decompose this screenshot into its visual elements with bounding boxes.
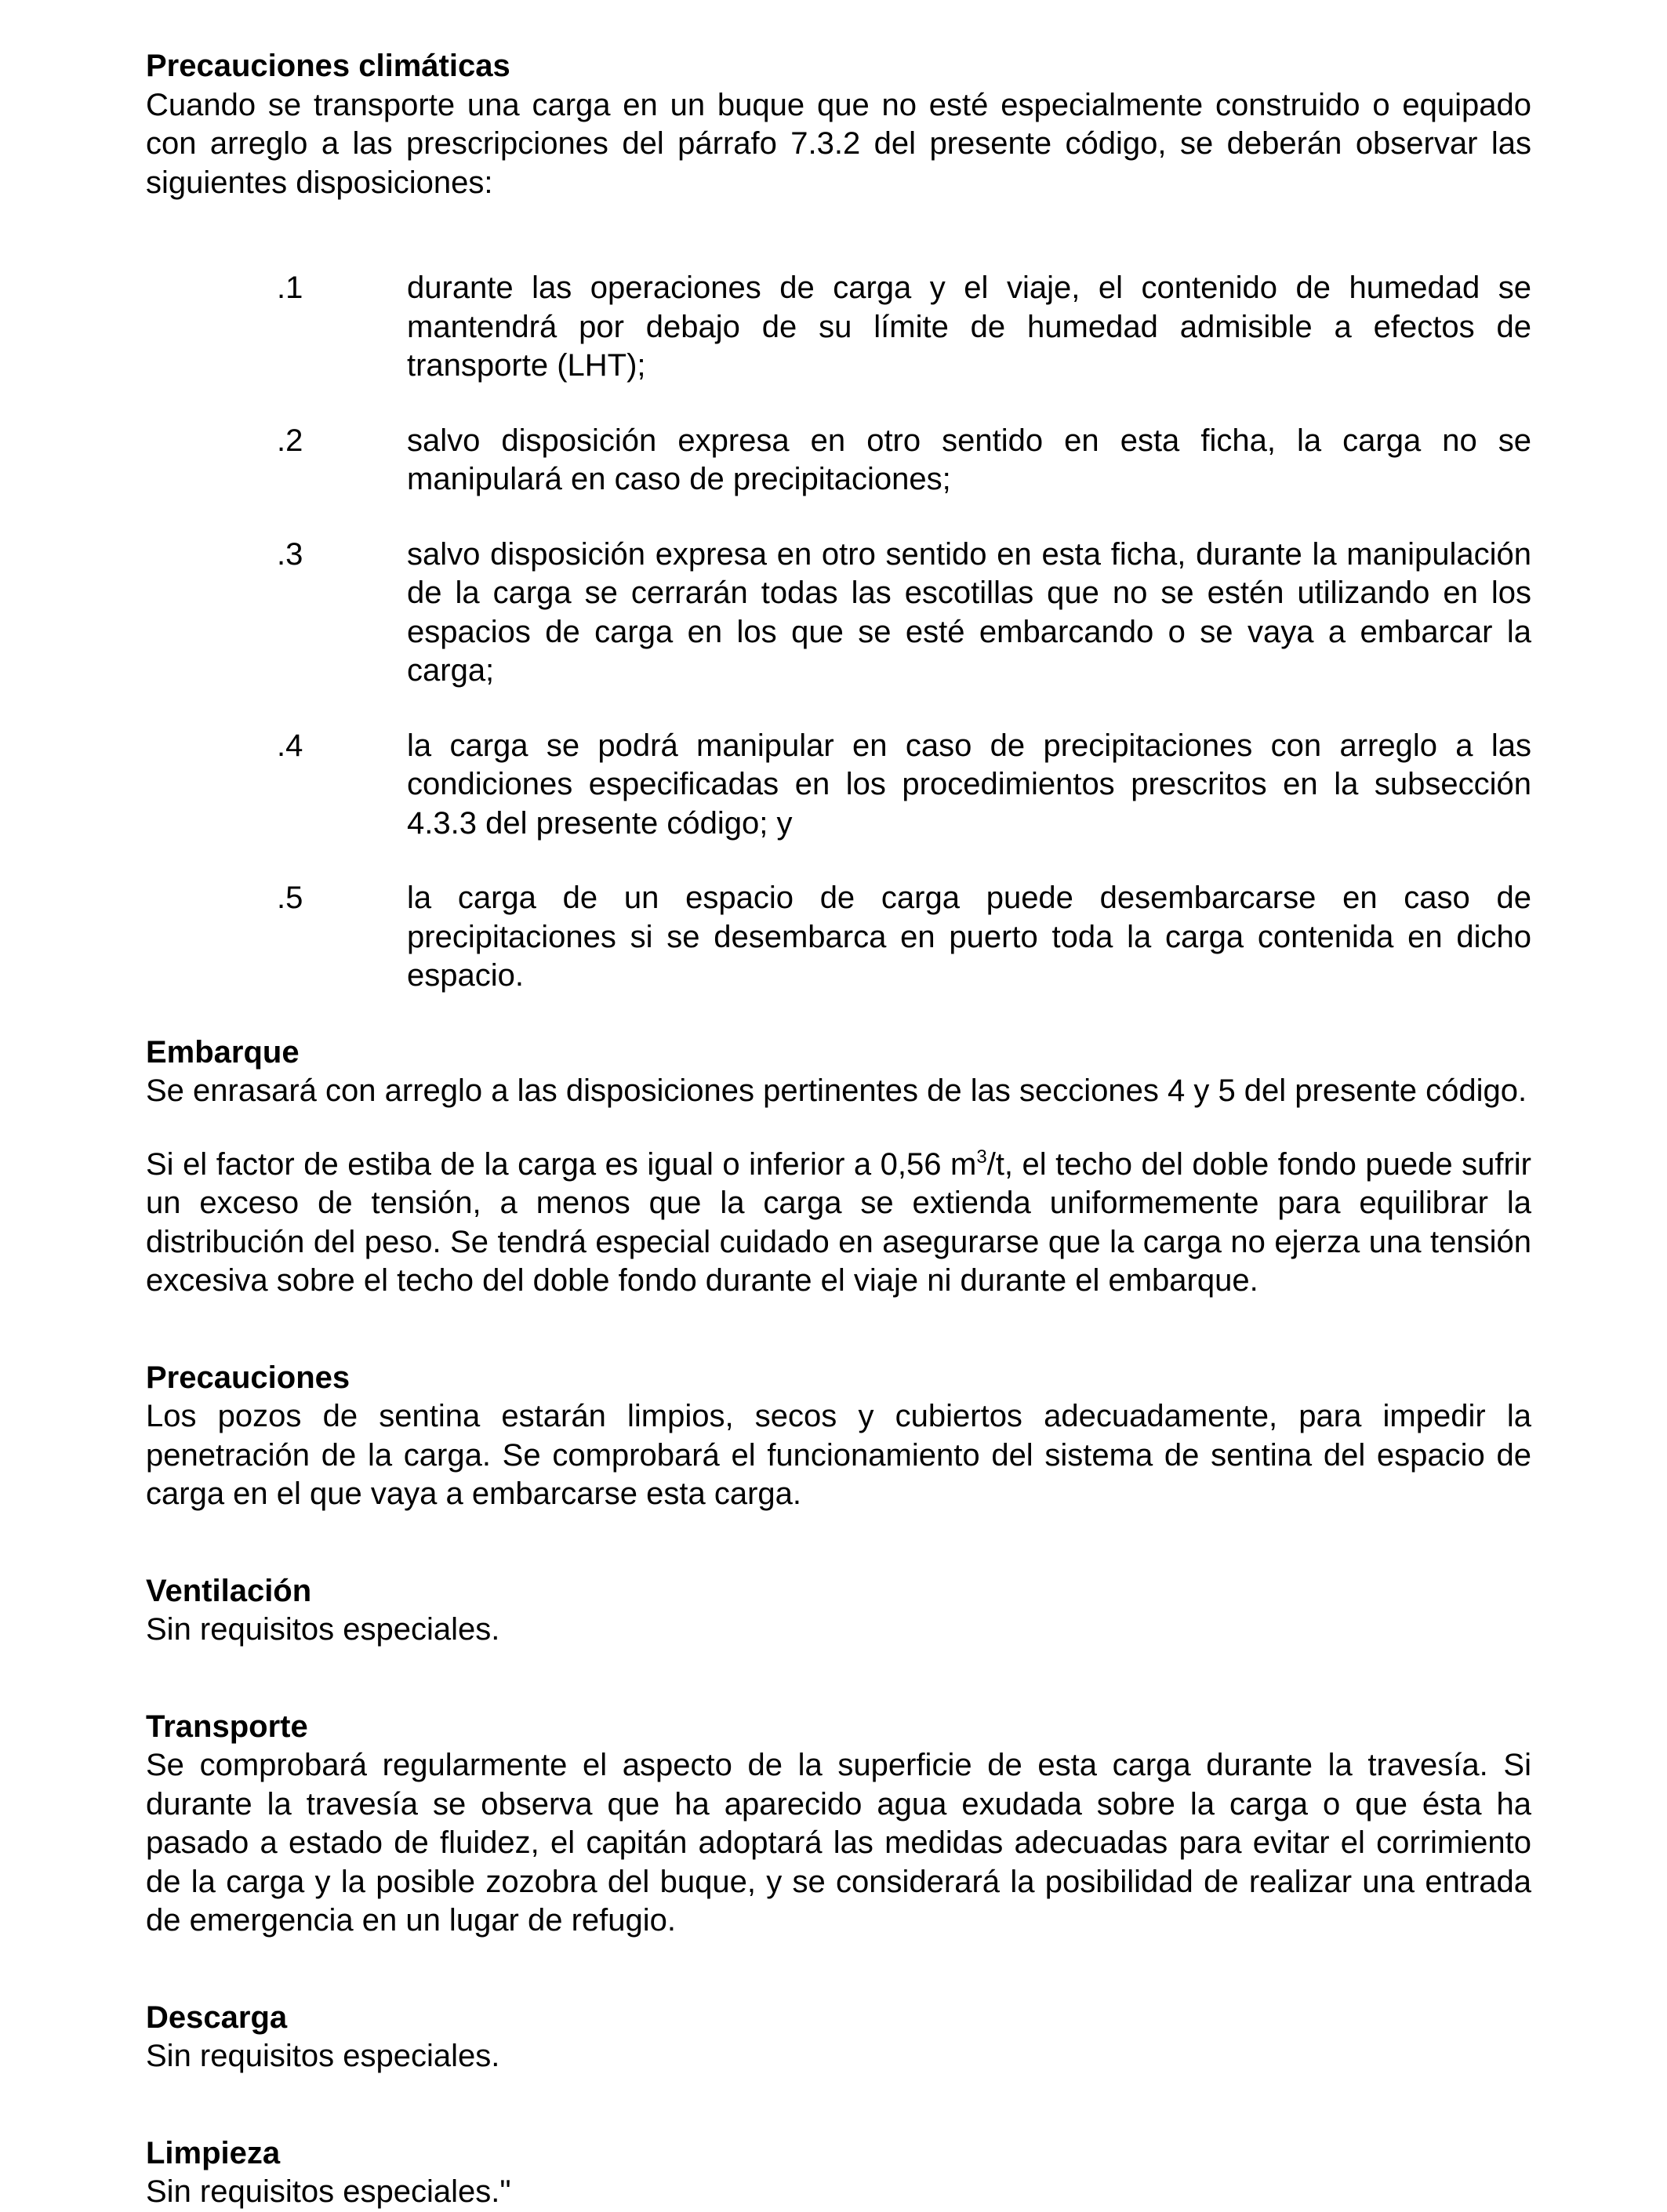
section-heading: Precauciones climáticas — [146, 49, 510, 83]
section-text: Los pozos de sentina estarán limpios, secos y cubiertos adecuadamente, para impedir la penetración de la carga. Se comprobará el funcionamiento del sistema de sentina del espacio de carga en el que vaya a embarcarse esta carga. — [146, 1399, 1531, 1511]
list-item-text: salvo disposición expresa en otro sentido en esta ficha, la carga no se manipulará en caso de precipitaciones; — [407, 423, 1531, 496]
list-item-text: la carga se podrá manipular en caso de precipitaciones con arreglo a las condiciones especificadas en los procedimientos prescritos en la subsección 4.3.3 del presente código; y — [407, 728, 1531, 841]
section-text: Sin requisitos especiales. — [146, 1612, 500, 1647]
section-descarga — [146, 1999, 1531, 2076]
list-item-text: durante las operaciones de carga y el viaje, el contenido de humedad se mantendrá por debajo de su límite de humedad admisible a efectos de transporte (LHT); — [407, 271, 1531, 383]
list-item — [146, 269, 1531, 386]
list-item — [146, 879, 1531, 996]
section-embarque — [146, 1033, 1531, 1301]
section-limpieza — [146, 2134, 1531, 2212]
section-heading: Descarga — [146, 2000, 288, 2035]
list-item-number: .2 — [277, 423, 303, 458]
list-item-number: .3 — [277, 536, 303, 572]
section-transporte — [146, 1708, 1531, 1941]
list-item-text: la carga de un espacio de carga puede desembarcarse en caso de precipitaciones si se desembarca en puerto toda la carga contenida en dicho espacio. — [407, 881, 1531, 993]
section-heading: Embarque — [146, 1034, 300, 1070]
section-heading: Limpieza — [146, 2135, 281, 2170]
stowage-factor-paragraph — [146, 1146, 1531, 1301]
section-heading: Precauciones — [146, 1360, 350, 1395]
section-heading: Transporte — [146, 1709, 308, 1744]
list-item — [146, 727, 1531, 844]
section-heading: Ventilación — [146, 1573, 312, 1608]
section-precauciones — [146, 1359, 1531, 1514]
section-text: Se comprobará regularmente el aspecto de la superficie de esta carga durante la travesía. Si durante la travesía se observa que ha aparecido agua exudada sobre la carga o que ésta ha pasado a estado de fluidez, el capitán adoptará las medidas adecuadas para evitar el corrimiento de la carga y la posible zozobra del buque, y se considerará la posibilidad de realizar una entrada de emergencia en un lugar de refugio. — [146, 1748, 1531, 1938]
list-item-number: .4 — [277, 728, 303, 763]
section-text: Sin requisitos especiales. — [146, 2039, 500, 2073]
stowage-text-start: Si el factor de estiba de la carga es igual o inferior a 0,56 m — [146, 1146, 977, 1182]
section-precauciones-climaticas — [146, 47, 1531, 996]
list-item — [146, 536, 1531, 691]
section-intro-text: Cuando se transporte una carga en un buque que no esté especialmente construido o equipado con arreglo a las prescripciones del párrafo 7.3.2 del presente código, se deberán observar las siguientes disposiciones: — [146, 87, 1531, 200]
list-item-number: .5 — [277, 881, 303, 915]
provisions-list — [146, 269, 1531, 996]
superscript: 3 — [976, 1146, 987, 1168]
section-ventilacion — [146, 1572, 1531, 1650]
stowage-text-end: /t, el techo del doble fondo puede sufrir un exceso de tensión, a menos que la carga se extienda uniformemente para equilibrar la distribución del peso. Se tendrá especial cuidado en asegurarse que la carga no ejerza una tensión excesiva sobre el techo del doble fondo durante el viaje ni durante el embarque. — [146, 1146, 1531, 1298]
list-item-text: salvo disposición expresa en otro sentido en esta ficha, durante la manipulación de la carga se cerrarán todas las escotillas que no se estén utilizando en los espacios de carga en los que se esté embarcando o se vaya a embarcar la carga; — [407, 536, 1531, 688]
list-item — [146, 422, 1531, 499]
section-text: Se enrasará con arreglo a las disposiciones pertinentes de las secciones 4 y 5 del presente código. — [146, 1073, 1527, 1108]
list-item-number: .1 — [277, 271, 303, 305]
section-text: Sin requisitos especiales." — [146, 2174, 511, 2209]
